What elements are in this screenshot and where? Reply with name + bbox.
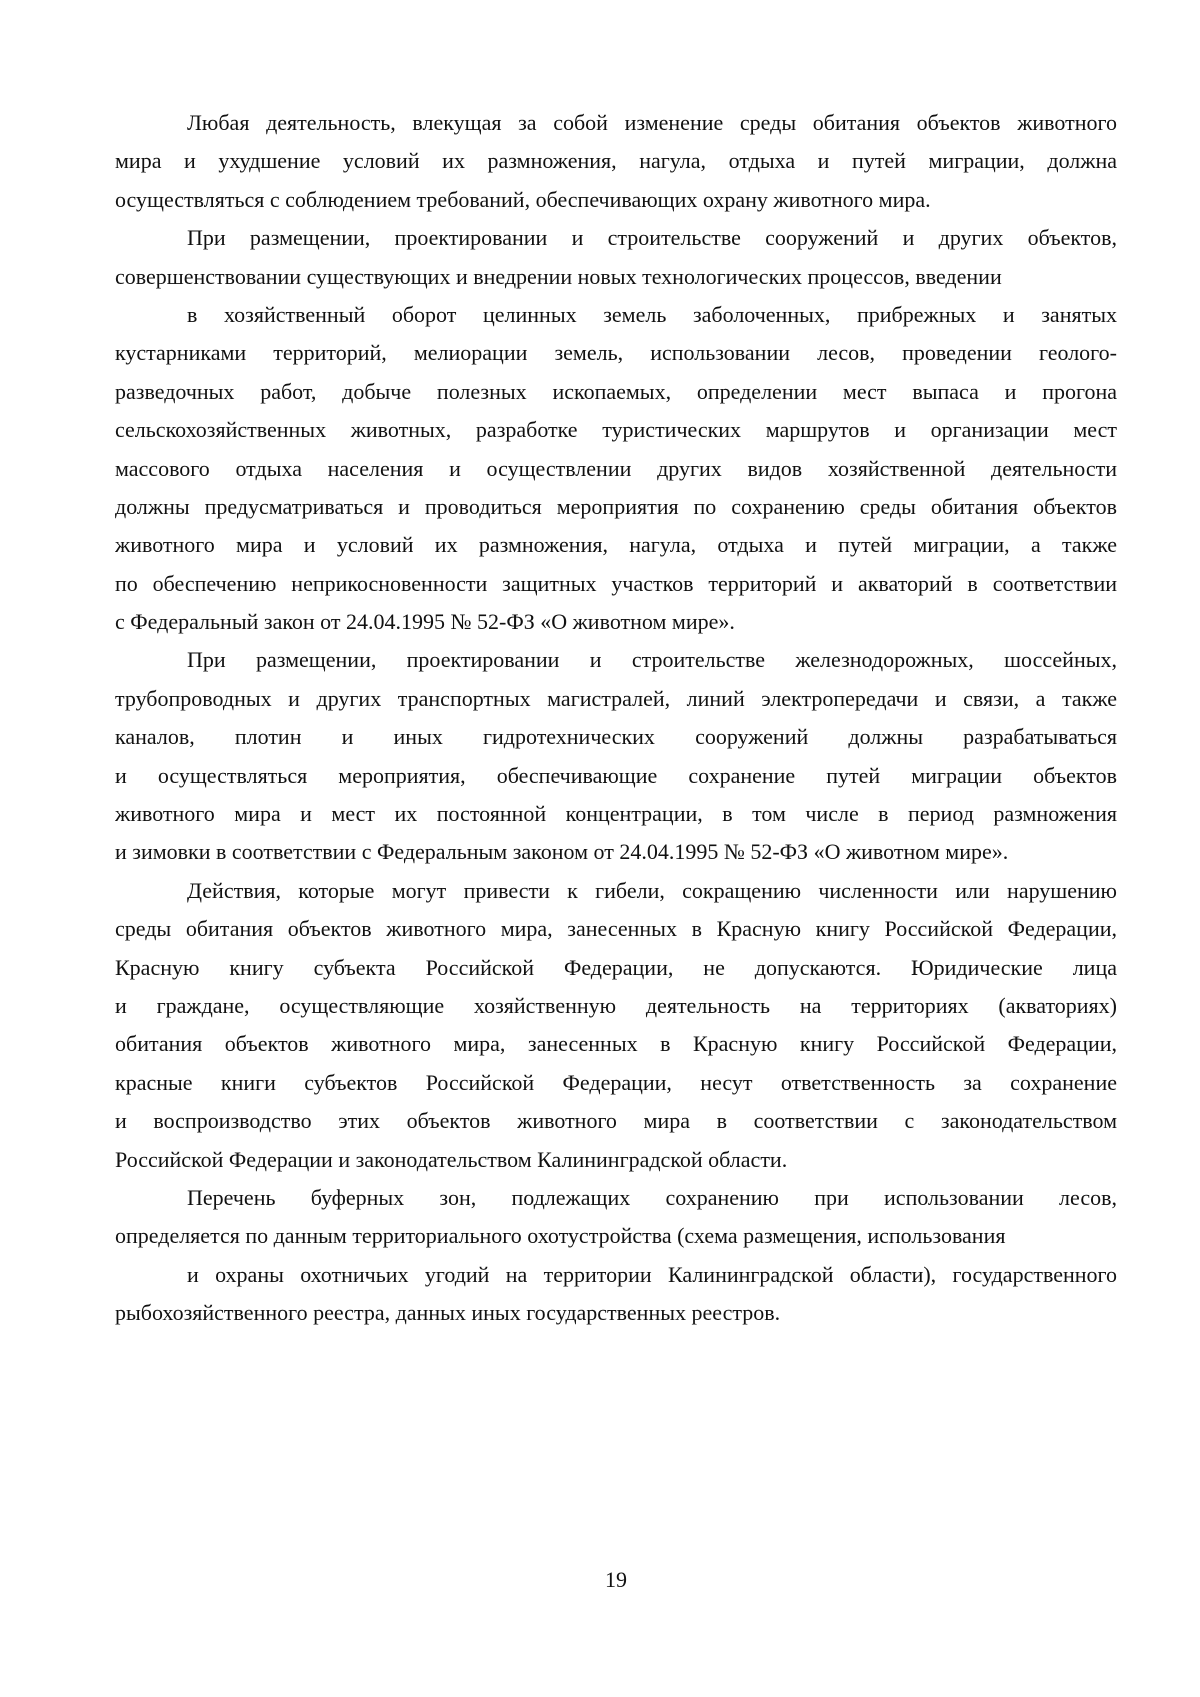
document-page — [115, 104, 1117, 1333]
paragraph-3-line-2: кустарниками территорий, мелиорации земель, использовании лесов, проведении геолого- — [115, 340, 1117, 366]
paragraph-6-line-2: определяется по данным территориального охотустройства (схема размещения, использования — [115, 1223, 1006, 1249]
paragraph-3-line-4: сельскохозяйственных животных, разработке туристических маршрутов и организации мест — [115, 417, 1117, 443]
paragraph-2-line-1: При размещении, проектировании и строительстве сооружений и других объектов, — [187, 225, 1117, 251]
paragraph-4-line-6: и зимовки в соответствии с Федеральным законом от 24.04.1995 № 52-ФЗ «О животном мире». — [115, 839, 1009, 865]
paragraph-5-line-7: и воспроизводство этих объектов животного мира в соответствии с законодательством — [115, 1108, 1117, 1134]
paragraph-7-line-2: рыбохозяйственного реестра, данных иных государственных реестров. — [115, 1300, 781, 1326]
paragraph-5-line-4: и граждане, осуществляющие хозяйственную деятельность на территориях (акваториях) — [115, 992, 1117, 1018]
paragraph-3-line-8: по обеспечению неприкосновенности защитных участков территорий и акваторий в соответствии — [115, 570, 1117, 596]
page-number: 19 — [605, 1567, 627, 1592]
paragraph-3-line-1: в хозяйственный оборот целинных земель заболоченных, прибрежных и занятых — [187, 301, 1117, 327]
paragraph-5-line-1: Действия, которые могут привести к гибели, сокращению численности или нарушению — [187, 877, 1117, 903]
paragraph-1-line-3: осуществляться с соблюдением требований, обеспечивающих охрану животного мира. — [115, 186, 931, 212]
paragraph-3-line-6: должны предусматриваться и проводиться мероприятия по сохранению среды обитания объектов — [115, 493, 1117, 519]
paragraph-4-line-5: животного мира и мест их постоянной концентрации, в том числе в период размножения — [115, 801, 1117, 827]
paragraph-2-line-2: совершенствовании существующих и внедрении новых технологических процессов, введении — [115, 263, 1002, 289]
paragraph-3-line-9: с Федеральный закон от 24.04.1995 № 52-ФЗ «О животном мире». — [115, 609, 735, 635]
paragraph-3-line-3: разведочных работ, добыче полезных ископаемых, определении мест выпаса и прогона — [115, 378, 1117, 404]
paragraph-4-line-2: трубопроводных и других транспортных магистралей, линий электропередачи и связи, а также — [115, 685, 1117, 711]
paragraph-5-line-5: обитания объектов животного мира, занесенных в Красную книгу Российской Федерации, — [115, 1031, 1117, 1057]
paragraph-7-line-1: и охраны охотничьих угодий на территории Калининградской области), государственного — [187, 1261, 1117, 1287]
paragraph-1-line-1: Любая деятельность, влекущая за собой изменение среды обитания объектов животного — [187, 110, 1117, 135]
paragraph-5-line-6: красные книги субъектов Российской Федерации, несут ответственность за сохранение — [115, 1069, 1117, 1095]
paragraph-5-line-3: Красную книгу субъекта Российской Федерации, не допускаются. Юридические лица — [115, 954, 1117, 980]
paragraph-5-line-2: среды обитания объектов животного мира, занесенных в Красную книгу Российской Федерации, — [115, 916, 1117, 942]
paragraph-5-line-8: Российской Федерации и законодательством Калининградской области. — [115, 1146, 788, 1172]
paragraph-3-line-7: животного мира и условий их размножения, нагула, отдыха и путей миграции, а также — [115, 532, 1117, 558]
paragraph-4-line-4: и осуществляться мероприятия, обеспечивающие сохранение путей миграции объектов — [115, 762, 1117, 788]
paragraph-1-line-2: мира и ухудшение условий их размножения, нагула, отдыха и путей миграции, должна — [115, 148, 1117, 174]
paragraph-6-line-1: Перечень буферных зон, подлежащих сохранению при использовании лесов, — [187, 1184, 1117, 1210]
paragraph-4-line-1: При размещении, проектировании и строительстве железнодорожных, шоссейных, — [187, 647, 1117, 673]
paragraph-4-line-3: каналов, плотин и иных гидротехнических сооружений должны разрабатываться — [115, 724, 1117, 750]
paragraph-3-line-5: массового отдыха населения и осуществлении других видов хозяйственной деятельности — [115, 455, 1117, 481]
